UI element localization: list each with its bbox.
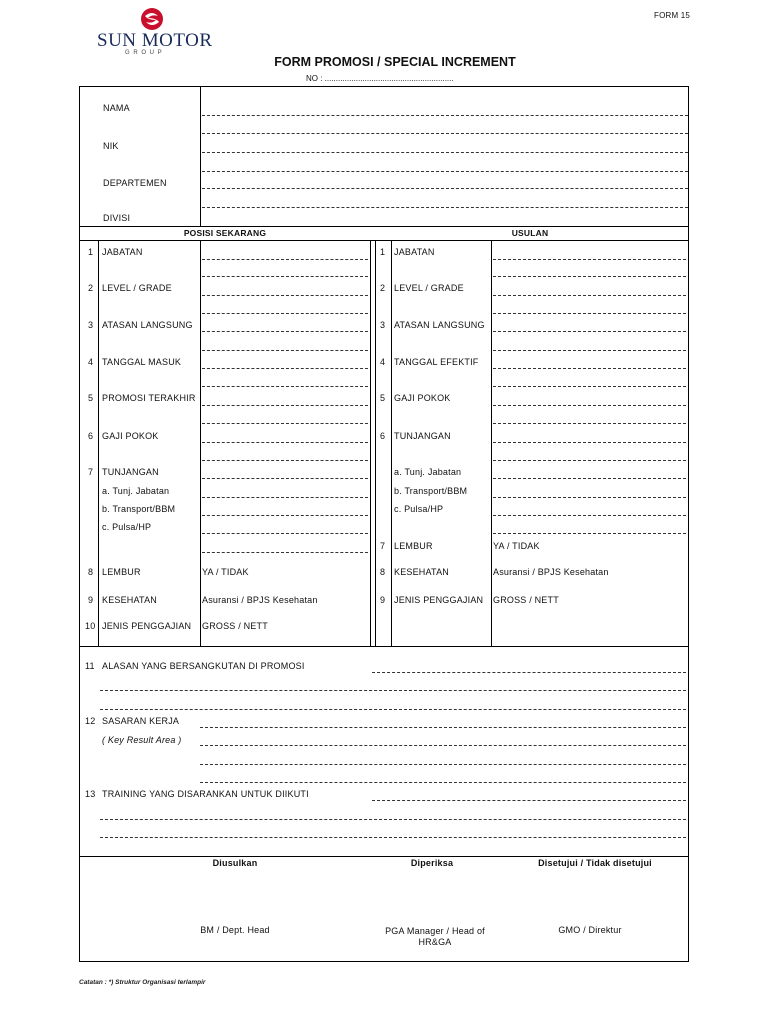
row-num: 9	[380, 595, 386, 605]
proposed-gaji-label: GAJI POKOK	[394, 393, 451, 403]
row-num: 2	[88, 283, 94, 293]
form-frame	[79, 86, 689, 962]
input-line-nik[interactable]	[202, 152, 688, 153]
proposed-allowance-item: a. Tunj. Jabatan	[394, 467, 462, 477]
kra-input-line[interactable]	[200, 782, 686, 783]
current-kesehatan-value[interactable]: Asuransi / BPJS Kesehatan	[202, 595, 318, 605]
section-11-num: 11	[85, 661, 95, 671]
proposed-allowance-item: b. Transport/BBM	[394, 486, 468, 496]
proposed-jabatan-label: JABATAN	[394, 247, 435, 257]
kra-input-line[interactable]	[200, 727, 686, 728]
proposed-lembur-value[interactable]: YA / TIDAK	[493, 541, 540, 551]
section-12-num: 12	[85, 716, 96, 726]
row-num: 5	[380, 393, 386, 403]
training-input-line[interactable]	[100, 837, 686, 838]
proposed-penggajian-label: JENIS PENGGAJIAN	[394, 595, 484, 605]
form-code: FORM 15	[654, 11, 691, 20]
row-num: 2	[380, 283, 386, 293]
row-num: 3	[88, 320, 94, 330]
row-num: 10	[85, 621, 96, 631]
row-num: 5	[88, 393, 94, 403]
section-12-subtitle: ( Key Result Area )	[102, 735, 182, 745]
row-num: 1	[380, 247, 386, 257]
current-lembur-label: LEMBUR	[102, 567, 141, 577]
input-line-divisi[interactable]	[202, 207, 688, 208]
current-allowance-item: a. Tunj. Jabatan	[102, 486, 170, 496]
row-num: 4	[88, 357, 94, 367]
row-num: 3	[380, 320, 386, 330]
current-atasan-label: ATASAN LANGSUNG	[102, 320, 193, 330]
row-num: 8	[88, 567, 94, 577]
proposed-penggajian-value[interactable]: GROSS / NETT	[493, 595, 559, 605]
row-num: 9	[88, 595, 94, 605]
input-line-departemen[interactable]	[202, 188, 688, 189]
proposed-atasan-label: ATASAN LANGSUNG	[394, 320, 485, 330]
current-kesehatan-label: KESEHATAN	[102, 595, 157, 605]
section-13-label: TRAINING YANG DISARANKAN UNTUK DIIKUTI	[102, 789, 309, 799]
current-allowance-item: c. Pulsa/HP	[102, 522, 152, 532]
row-num: 7	[380, 541, 386, 551]
row-num: 7	[88, 467, 94, 477]
row-num: 6	[380, 431, 386, 441]
current-tunjangan-label: TUNJANGAN	[102, 467, 159, 477]
signature-role-pga-manager: PGA Manager / Head of HR&GA	[385, 926, 485, 947]
training-input-line[interactable]	[100, 819, 686, 820]
kra-input-line[interactable]	[200, 745, 686, 746]
page-title: FORM PROMOSI / SPECIAL INCREMENT	[274, 55, 516, 69]
current-jabatan-label: JABATAN	[102, 247, 143, 257]
current-penggajian-label: JENIS PENGGAJIAN	[102, 621, 192, 631]
reason-input-line[interactable]	[100, 709, 686, 710]
section-11-label: ALASAN YANG BERSANGKUTAN DI PROMOSI	[102, 661, 305, 671]
kra-input-line[interactable]	[200, 764, 686, 765]
row-num: 1	[88, 247, 94, 257]
column-current: POSISI SEKARANG	[183, 228, 267, 238]
current-penggajian-value[interactable]: GROSS / NETT	[202, 621, 268, 631]
proposed-kesehatan-label: KESEHATAN	[394, 567, 449, 577]
row-num: 8	[380, 567, 386, 577]
logo-name: SUN MOTOR	[97, 30, 213, 51]
current-allowance-item: b. Transport/BBM	[102, 504, 176, 514]
label-nama: NAMA	[103, 103, 130, 113]
column-proposed: USULAN	[511, 228, 549, 238]
training-input-line[interactable]	[372, 800, 686, 801]
current-promosi-label: PROMOSI TERAKHIR	[102, 393, 196, 403]
label-departemen: DEPARTEMEN	[103, 178, 167, 188]
proposed-level-label: LEVEL / GRADE	[394, 283, 464, 293]
current-tanggal-label: TANGGAL MASUK	[102, 357, 182, 367]
row-num: 6	[88, 431, 94, 441]
footer-note: Catatan : *) Struktur Organisasi terlampir	[79, 979, 206, 986]
form-number: NO : ..........................................................	[306, 74, 454, 83]
label-divisi: DIVISI	[103, 213, 131, 223]
row-num: 4	[380, 357, 386, 367]
proposed-tanggal-label: TANGGAL EFEKTIF	[394, 357, 479, 367]
reason-input-line[interactable]	[100, 690, 686, 691]
label-nik: NIK	[103, 141, 119, 151]
sun-motor-logo-icon	[140, 7, 164, 31]
signature-approved-by: Disetujui / Tidak disetujui	[538, 858, 652, 868]
proposed-kesehatan-value[interactable]: Asuransi / BPJS Kesehatan	[493, 567, 609, 577]
proposed-tunjangan-label: TUNJANGAN	[394, 431, 451, 441]
proposed-allowance-item: c. Pulsa/HP	[394, 504, 444, 514]
proposed-lembur-label: LEMBUR	[394, 541, 433, 551]
section-12-label: SASARAN KERJA	[102, 716, 180, 726]
input-line-nama[interactable]	[202, 115, 688, 116]
current-level-label: LEVEL / GRADE	[102, 283, 172, 293]
current-lembur-value[interactable]: YA / TIDAK	[202, 567, 249, 577]
current-gaji-label: GAJI POKOK	[102, 431, 159, 441]
section-13-num: 13	[85, 789, 96, 799]
signature-checked-by: Diperiksa	[410, 858, 454, 868]
signature-proposed-by: Diusulkan	[212, 858, 258, 868]
logo-subtitle: G R O U P	[125, 50, 163, 56]
signature-role-director: GMO / Direktur	[558, 925, 622, 935]
signature-role-dept-head: BM / Dept. Head	[200, 925, 270, 935]
reason-input-line[interactable]	[372, 672, 686, 673]
